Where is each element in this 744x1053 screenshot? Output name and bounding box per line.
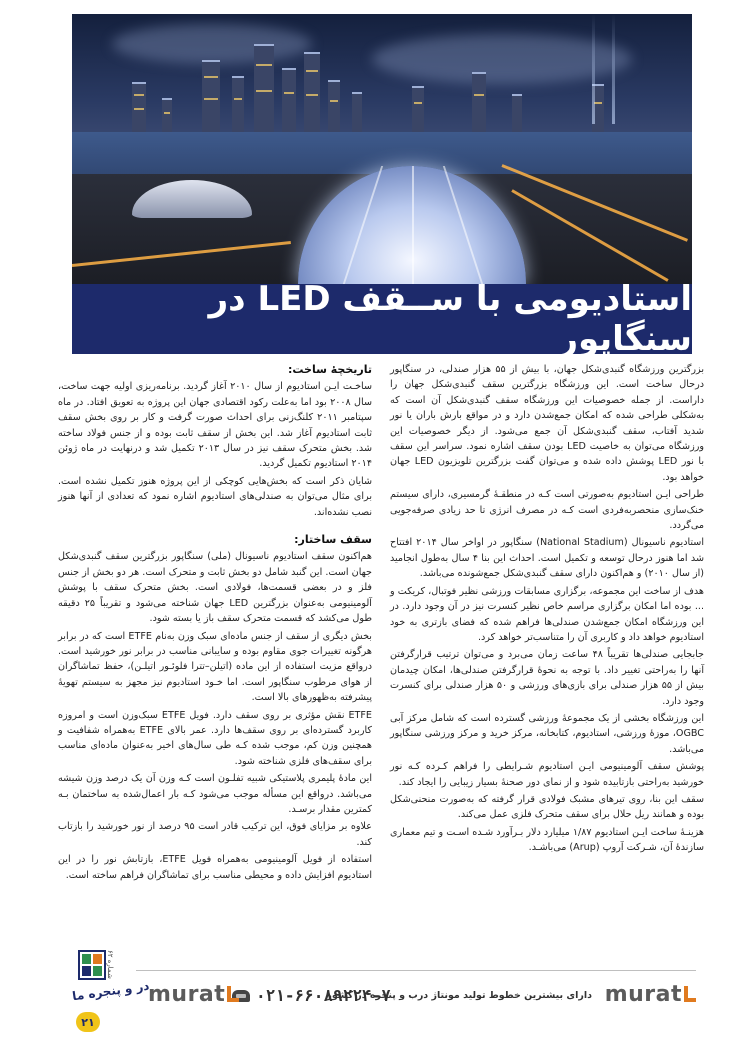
phone-number: ۰۲۱-۶۶۰۸۹۲۲۴-۷	[256, 986, 391, 1005]
murat-mark-icon	[227, 984, 239, 1006]
footer	[62, 974, 696, 1024]
history-heading: تاریخچهٔ ساخت:	[288, 363, 372, 376]
article-title: استادیومی با ســقف LED در سنگاپور	[208, 279, 692, 359]
brand-name: murat	[604, 982, 682, 1007]
paragraph: این ورزشگاه بخشی از یک مجموعهٔ ورزشی گسترده است که شامل مرکز آبی OGBC، موزهٔ ورزشی، استادیوم، کتابخانه، مرکز خرید و مرکز ورزشی سنگاپور می‌باشد.	[390, 712, 704, 755]
paragraph: این مادهٔ پلیمری پلاستیکی شبیه تفلـون است کـه وزن آن یک درصد وزن شیشه می‌باشد. درواقع این مسأله موجب می‌شود کـه بار اعمال‌شده به ساختمان بـه کمترین مقدار برسـد.	[58, 773, 372, 815]
page-number: ۲۱	[76, 1012, 100, 1032]
paragraph: پوشش سقف آلومینیومی ایـن استادیوم شـرایطی را فراهم کـرده کـه نور خورشید به‌راحتی بازتابیده شود و از نمای دور صحنهٔ بسیار زیبایی را ایجاد کند.	[390, 761, 704, 788]
footer-divider	[136, 970, 696, 971]
brand-name: murat	[148, 982, 226, 1007]
magazine-title: در و پنجره ما	[71, 978, 151, 1004]
paragraph: هزینـهٔ ساخت ایـن استادیوم ۱/۸۷ میلیارد دلار بـرآورد شـده اسـت و تیم معماری سازندهٔ آن، شـرکت آروپ (Arup) می‌باشـد.	[390, 826, 704, 854]
stadium-photo	[72, 14, 692, 284]
paragraph: علاوه بر مزایای فوق، این ترکیب قادر است ۹۵ درصد از نور خورشید را بازتاب کند.	[58, 821, 372, 848]
murat-logo-secondary	[148, 982, 239, 1007]
footer-tagline: دارای بیشترین خطوط تولید مونتاژ درب و پنجره در کشور	[326, 990, 592, 1001]
paragraph: جابجایی صندلی‌ها تقریباً ۴۸ ساعت زمان می‌برد و می‌توان ترتیب قرارگرفتن آنها را به‌راحتی تغییر داد. با توجه به نحوهٔ قرارگرفتن صندلی‌ها، امکان چیدمان بیش از ۵۵ هزار صندلی برای بازی‌های ورزشی و ۵۰ هزار صندلی برای کنسرت وجود دارد.	[390, 649, 704, 707]
paragraph: استفاده از فویل آلومینیومی به‌همراه فویل ETFE، بازتابش نور را در این استادیوم افزایش داده و محیطی مناسب برای تماشاگران فراهم ساخته است.	[58, 854, 372, 881]
issue-label: شماره ۶۲	[106, 950, 114, 979]
paragraph: هدف از ساخت این مجموعه، برگزاری مسابقات ورزشی نظیر فوتبال، کریکت و ... بوده اما امکان برگزاری مراسم خاص نظیر کنسرت نیز در آن وجود دارد. در این ورزشگاه امکان جمع‌شدن صندلی‌ها فراهم شده که فضای بازتری به خود استادیوم خواهد داد و کاربری آن را متناسب‌تر خواهد کرد.	[390, 585, 704, 643]
paragraph: ETFE نقش مؤثری بر روی سقف دارد. فویل ETFE سبک‌وزن است و امروزه کاربرد گسترده‌ای بر روی سقف‌ها دارد. عمر بالای ETFE به‌همراه شفافیت و همچنین وزن کم، موجب شده کـه طی سال‌های اخیر به‌عنوان ماده‌ای مناسب برای سقف‌های فلزی شناخته شود.	[58, 709, 372, 767]
structure-heading: سقف ساختار:	[294, 533, 372, 547]
footer-phone	[232, 986, 391, 1005]
paragraph: طراحی ایـن استادیوم به‌صورتی است کـه در منطقـهٔ گرمسیری، دارای سیستم خنک‌سازی منحصربه‌فردی است کـه در مصرف انرژی تا حد زیادی صرفه‌جویی می‌گردد.	[390, 489, 704, 532]
window-icon	[78, 950, 106, 980]
paragraph: ساخـت ایـن استادیوم از سال ۲۰۱۰ آغاز گردید. برنامه‌ریزی اولیه جهت ساخت، سال ۲۰۰۸ بود اما به‌علت رکود اقتصادی جهان این پروژه به تعویق افتاد. در ماه سپتامبر ۲۰۱۱ کلنگ‌زنی برای احداث صورت گرفت و کار بر روی بخش سقف ثابت استادیوم آغاز شد. این بخش از سقف ثابت بوده و از جنس فولاد ساخته شد. بخش متحرک سقف نیز در سال ۲۰۱۳ تکمیل شد و درنهایت در ماه ژوئن ۲۰۱۴ استادیوم تکمیل گردید.	[58, 381, 372, 470]
left-column	[58, 362, 372, 885]
murat-logo	[605, 982, 696, 1007]
paragraph: سقف این بنا، روی تیرهای مشبک فولادی قرار گرفته که به‌صورت منحنی‌شکل بوده و همانند ریل حلال برای سقف متحرک فلزی عمل می‌کند.	[390, 793, 704, 821]
paragraph: بزرگترین ورزشگاه گنبدی‌شکل جهان، با بیش از ۵۵ هزار صندلی، در سنگاپور درحال ساخت است. این ورزشگاه بزرگترین سقف گنبدی‌شکل جهان را داراست. از جمله خصوصیات این ورزشگاه سقف گنبدی‌شکل آن است که به‌شکلی طراحی شده که امکان جمع‌شدن دارد و در مواقع بارش باران یا نور شدید آفتاب، سقف گنبدی‌شکل آن جمع می‌شود. از دیگر خصوصیات این ورزشگاه می‌توان به خاصیت LED بودن سقف اشاره نمود. سراسر این سقف با نور LED پوشش داده شده و می‌توان گفت بزرگترین تلویزیون LED جهان خواهد بود.	[390, 364, 705, 483]
paragraph: هم‌اکنون سقف استادیوم ناسیونال (ملی) سنگاپور بزرگترین سقف گنبدی‌شکل جهان است. این گنبد شامل دو بخش ثابت و متحرک است. هر دو بخش از جنس فلز و در بعضی قسمت‌ها، فولادی است. بخش متحرک سقف با پوشش آلومینیومی به‌عنوان بزرگترین LED جهان شناخته می‌شود و تقریباً ۲۵ دقیقه طول می‌کشد که قسمت متحرک سقف باز یا بسته شود.	[58, 551, 372, 625]
right-column	[390, 362, 704, 858]
title-banner	[72, 279, 692, 359]
murat-mark-icon	[684, 984, 696, 1006]
paragraph: بخش دیگری از سقف از جنس ماده‌ای سبک وزن به‌نام ETFE است که در برابر هرگونه تغییرات جوی مقاوم بوده و سایبانی مناسب در برابر نور خورشید است. درواقع مزیت استفاده از این ماده (اتیلن–تترا فلوئـور اتیلـن)، حفظ تماشاگران از هوای مرطوب سنگاپور است. اما خـود استادیوم نیز مجهز به سیستم تهویهٔ پیشرفته به‌ظهورهای بالا است.	[58, 630, 372, 704]
paragraph: استادیوم ناسیونال (National Stadium) سنگاپور در اواخر سال ۲۰۱۴ افتتاح شد اما هنوز درحال توسعه و تکمیل است. احداث این بنا ۴ سال به‌طول انجامید (از سال ۲۰۱۰) و هم‌اکنون دارای سقف گنبدی‌شکل جمع‌شونده می‌باشد.	[390, 537, 704, 580]
paragraph: شایان ذکر است که بخش‌هایی کوچکی از این پروژه هنوز تکمیل نشده است. برای مثال می‌توان به صندلی‌های استادیوم اشاره نمود که تعدادی از آنها هنوز نصب نشده‌اند.	[58, 475, 372, 518]
